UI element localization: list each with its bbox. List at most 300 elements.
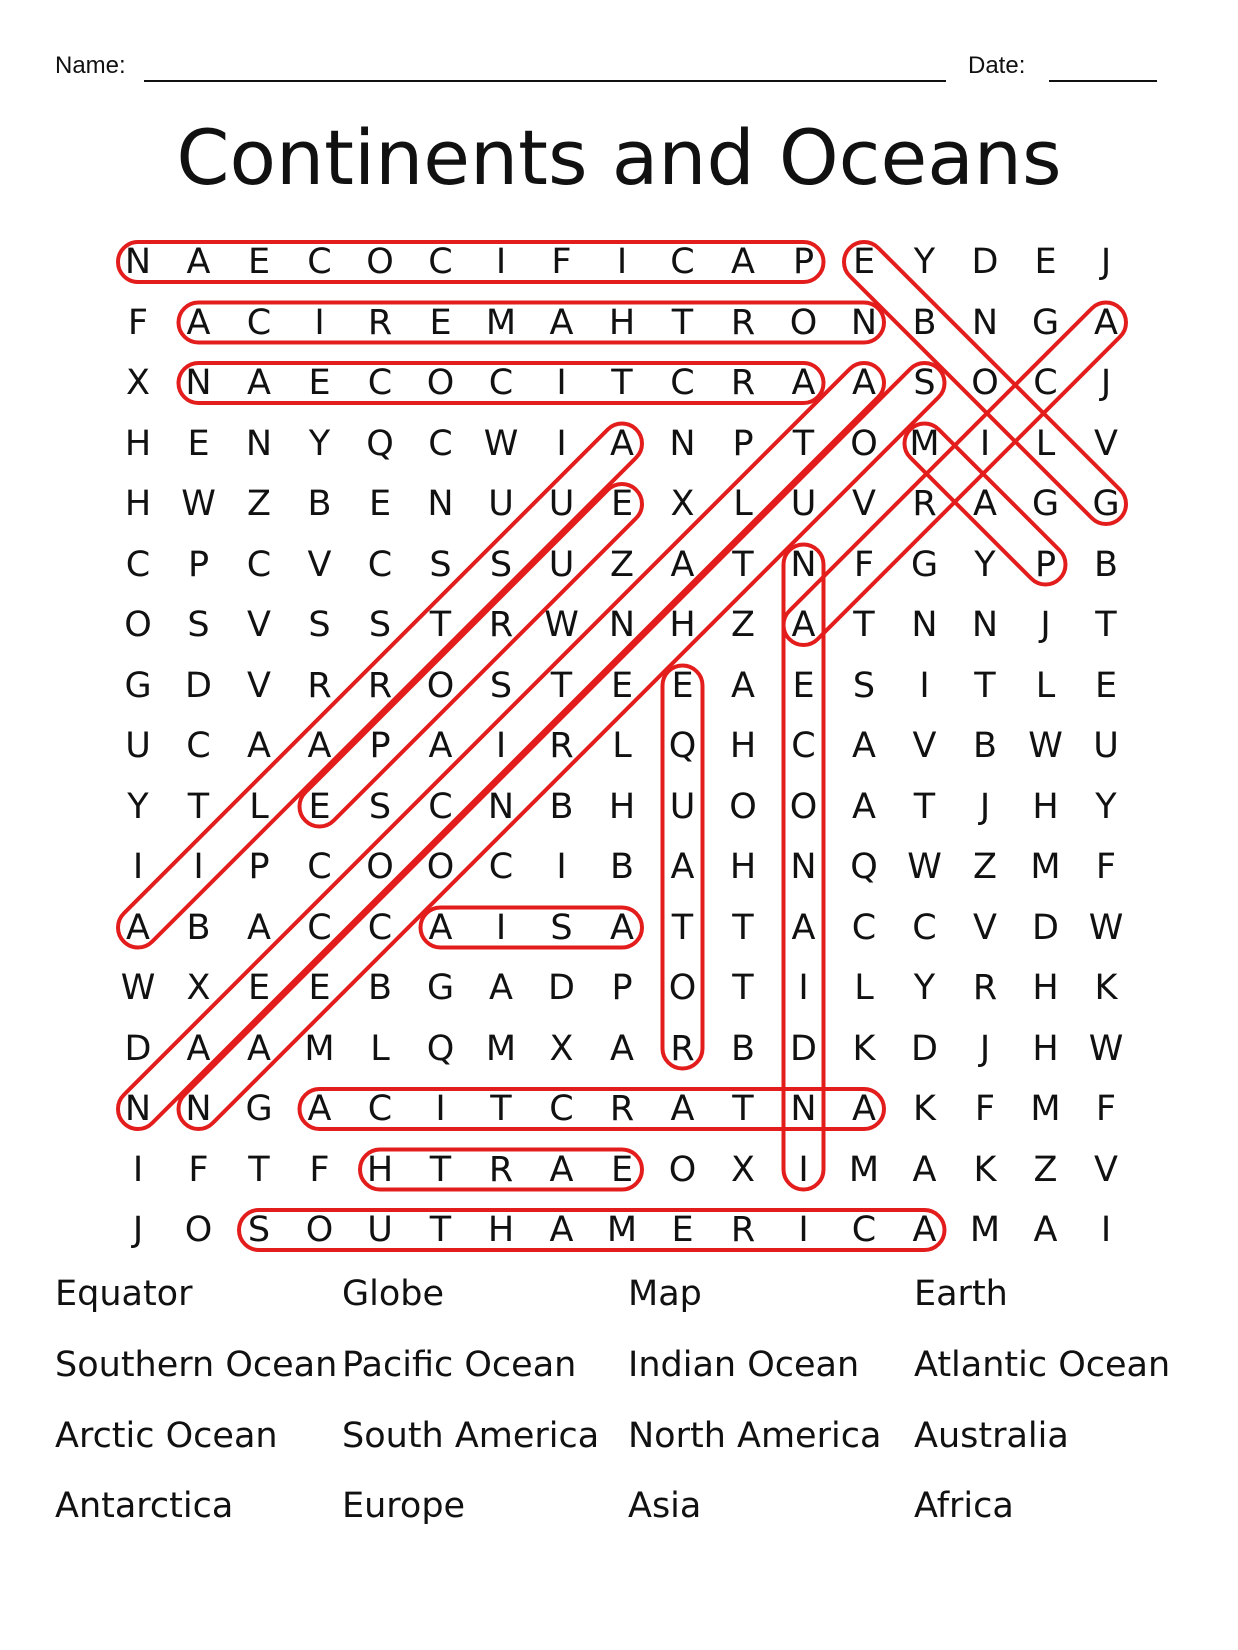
grid-cell[interactable]: T [732, 968, 754, 1008]
grid-cell[interactable]: A [670, 847, 695, 887]
grid-cell[interactable]: I [556, 423, 567, 464]
grid-cell[interactable]: X [186, 968, 211, 1008]
grid-cell[interactable]: C [367, 1089, 393, 1129]
grid-cell[interactable]: H [1032, 786, 1059, 827]
grid-cell[interactable]: S [489, 544, 513, 585]
grid-cell[interactable]: C [670, 242, 695, 282]
grid-cell[interactable]: R [488, 1149, 514, 1190]
grid-cell[interactable]: R [307, 665, 332, 706]
grid-cell[interactable]: M [909, 423, 940, 464]
grid-cell[interactable]: W [1028, 726, 1063, 766]
grid-cell[interactable]: W [544, 605, 579, 645]
grid-cell[interactable]: E [671, 1210, 694, 1250]
grid-cell[interactable]: A [186, 1028, 211, 1069]
grid-cell[interactable]: I [193, 847, 204, 887]
grid-cell[interactable]: E [610, 484, 634, 524]
word-list-item: Europe [342, 1486, 466, 1526]
grid-cell[interactable]: E [308, 786, 331, 827]
grid-cell[interactable]: R [972, 968, 998, 1008]
grid-cell[interactable]: V [1094, 423, 1118, 464]
grid-cell[interactable]: G [910, 544, 939, 585]
grid-cell[interactable]: I [798, 968, 809, 1008]
grid-cell[interactable]: E [187, 423, 210, 464]
grid-cell[interactable]: G [1031, 484, 1060, 524]
grid-cell[interactable]: N [971, 605, 999, 645]
grid-cell[interactable]: A [912, 1210, 937, 1250]
grid-cell[interactable]: P [732, 423, 754, 464]
grid-cell[interactable]: P [611, 968, 633, 1008]
grid-cell[interactable]: H [1032, 968, 1059, 1008]
grid-cell[interactable]: S [247, 1210, 271, 1250]
grid-cell[interactable]: R [670, 1028, 695, 1069]
grid-cell[interactable]: L [733, 484, 753, 524]
grid-cell[interactable]: J [979, 1028, 991, 1069]
grid-cell[interactable]: T [490, 1089, 512, 1129]
grid-cell[interactable]: T [671, 907, 694, 948]
grid-cell[interactable]: T [853, 605, 875, 645]
grid-cell[interactable]: Q [668, 726, 697, 766]
grid-cell[interactable]: B [912, 302, 937, 343]
grid-cell[interactable]: C [186, 726, 211, 766]
grid-cell[interactable]: N [124, 1089, 152, 1129]
grid-cell[interactable]: I [435, 1089, 446, 1129]
grid-cell[interactable]: C [1033, 363, 1058, 403]
grid-cell[interactable]: M [969, 1210, 1001, 1250]
grid-cell[interactable]: A [247, 363, 271, 403]
grid-cell[interactable]: I [314, 302, 325, 343]
grid-cell[interactable]: A [791, 907, 816, 948]
grid-cell[interactable]: A [610, 1028, 634, 1069]
grid-cell[interactable]: C [488, 363, 514, 403]
grid-cell[interactable]: K [852, 1028, 876, 1069]
grid-cell[interactable]: C [488, 847, 514, 887]
grid-cell[interactable]: E [610, 665, 634, 706]
grid-cell[interactable]: A [1033, 1210, 1058, 1250]
grid-cell[interactable]: O [124, 605, 152, 645]
grid-cell[interactable]: O [789, 302, 818, 343]
grid-cell[interactable]: J [132, 1210, 144, 1250]
grid-cell[interactable]: A [307, 1089, 332, 1129]
page-title: Continents and Oceans [176, 113, 1062, 202]
grid-cell[interactable]: A [247, 907, 271, 948]
grid-cell[interactable]: V [1094, 1149, 1118, 1190]
grid-cell[interactable]: I [919, 665, 930, 706]
grid-cell[interactable]: N [790, 544, 817, 585]
grid-cell[interactable]: M [304, 1028, 335, 1069]
grid-cell[interactable]: Q [366, 423, 394, 464]
grid-cell[interactable]: Q [850, 847, 878, 887]
grid-cell[interactable]: L [854, 968, 874, 1008]
grid-cell[interactable]: A [912, 1149, 937, 1190]
grid-cell[interactable]: A [791, 363, 816, 403]
grid-cell[interactable]: H [729, 847, 757, 887]
grid-cell[interactable]: N [185, 363, 212, 403]
grid-cell[interactable]: A [852, 1089, 876, 1129]
grid-cell[interactable]: M [485, 302, 517, 343]
grid-cell[interactable]: A [126, 907, 150, 948]
grid-cell[interactable]: N [790, 1089, 817, 1129]
grid-cell[interactable]: S [489, 665, 513, 706]
grid-cell[interactable]: B [186, 907, 211, 948]
grid-cell[interactable]: Y [974, 544, 996, 585]
grid-cell[interactable]: E [1094, 665, 1118, 706]
grid-cell[interactable]: R [488, 605, 514, 645]
grid-cell[interactable]: H [729, 726, 757, 766]
name-input-line[interactable] [144, 80, 946, 82]
grid-cell[interactable]: E [429, 302, 452, 343]
grid-cell[interactable]: D [971, 242, 999, 282]
grid-cell[interactable]: B [730, 1028, 755, 1069]
grid-cell[interactable]: C [851, 1210, 877, 1250]
grid-cell[interactable]: D [548, 968, 575, 1008]
grid-cell[interactable]: U [790, 484, 817, 524]
grid-cell[interactable]: A [186, 302, 211, 343]
grid-cell[interactable]: Z [731, 605, 755, 645]
grid-cell[interactable]: C [851, 907, 877, 948]
grid-cell[interactable]: I [132, 847, 144, 887]
grid-cell[interactable]: C [125, 544, 151, 585]
grid-cell[interactable]: U [548, 544, 575, 585]
grid-cell[interactable]: O [971, 363, 999, 403]
grid-cell[interactable]: J [979, 786, 991, 827]
word-list-item: Equator [55, 1274, 193, 1314]
grid-cell[interactable]: E [792, 665, 815, 706]
grid-cell[interactable]: H [669, 605, 696, 645]
grid-cell[interactable]: W [120, 968, 156, 1008]
grid-cell[interactable]: I [495, 726, 507, 766]
word-list-item: Arctic Ocean [55, 1416, 278, 1456]
grid-cell[interactable]: U [669, 786, 696, 827]
grid-cell[interactable]: D [185, 665, 212, 706]
grid-cell[interactable]: I [979, 423, 991, 464]
grid-cell[interactable]: T [974, 665, 996, 706]
grid-cell[interactable]: W [483, 423, 519, 464]
grid-cell[interactable]: R [367, 665, 393, 706]
grid-cell[interactable]: E [247, 968, 271, 1008]
grid-cell[interactable]: A [670, 544, 695, 585]
grid-cell[interactable]: O [668, 968, 697, 1008]
grid-cell[interactable]: C [246, 544, 272, 585]
grid-cell[interactable]: T [611, 363, 633, 403]
grid-cell[interactable]: A [428, 726, 453, 766]
grid-cell[interactable]: V [973, 907, 997, 948]
grid-cell[interactable]: S [368, 786, 392, 827]
grid-cell[interactable]: R [609, 1089, 635, 1129]
grid-cell[interactable]: B [1093, 544, 1118, 585]
grid-cell[interactable]: O [426, 847, 455, 887]
grid-cell[interactable]: I [1100, 1210, 1112, 1250]
grid-cell[interactable]: C [367, 363, 393, 403]
grid-cell[interactable]: W [907, 847, 942, 887]
grid-cell[interactable]: F [853, 544, 875, 585]
grid-cell[interactable]: Z [247, 484, 271, 524]
grid-cell[interactable]: A [489, 968, 513, 1008]
grid-cell[interactable]: T [248, 1149, 270, 1190]
grid-cell[interactable]: J [1100, 363, 1112, 403]
grid-cell[interactable]: I [495, 242, 507, 282]
grid-cell[interactable]: Z [1033, 1149, 1058, 1190]
grid-cell[interactable]: S [913, 363, 936, 403]
grid-cell[interactable]: A [852, 726, 876, 766]
grid-cell[interactable]: D [124, 1028, 152, 1069]
grid-cell[interactable]: C [246, 302, 272, 343]
grid-cell[interactable]: S [550, 907, 573, 948]
grid-cell[interactable]: T [429, 1210, 452, 1250]
grid-cell[interactable]: C [307, 242, 332, 282]
grid-cell[interactable]: Y [127, 786, 149, 827]
grid-cell[interactable]: W [181, 484, 216, 524]
grid-cell[interactable]: X [731, 1149, 755, 1190]
grid-cell[interactable]: C [367, 544, 393, 585]
grid-cell[interactable]: V [852, 484, 876, 524]
grid-cell[interactable]: V [247, 605, 271, 645]
grid-cell[interactable]: R [912, 484, 937, 524]
grid-cell[interactable]: C [367, 907, 393, 948]
grid-cell[interactable]: E [852, 242, 876, 282]
grid-cell[interactable]: N [669, 423, 696, 464]
grid-cell[interactable]: I [132, 1149, 144, 1190]
grid-cell[interactable]: G [124, 665, 152, 706]
grid-cell[interactable]: X [126, 363, 150, 403]
grid-cell[interactable]: T [429, 605, 452, 645]
grid-cell[interactable]: W [1088, 907, 1124, 948]
grid-cell[interactable]: Y [308, 423, 331, 464]
grid-cell[interactable]: P [248, 847, 270, 887]
grid-cell[interactable]: U [125, 726, 151, 766]
grid-cell[interactable]: A [247, 1028, 271, 1069]
grid-cell[interactable]: J [1100, 242, 1112, 282]
grid-cell[interactable]: X [549, 1028, 574, 1069]
grid-cell[interactable]: T [550, 665, 573, 706]
grid-cell[interactable]: I [798, 1210, 809, 1250]
grid-cell[interactable]: E [1034, 242, 1057, 282]
grid-cell[interactable]: C [428, 242, 453, 282]
grid-cell[interactable]: A [852, 363, 876, 403]
grid-cell[interactable]: M [485, 1028, 517, 1069]
grid-cell[interactable]: E [368, 484, 392, 524]
grid-cell[interactable]: W [1088, 1028, 1124, 1069]
grid-cell[interactable]: I [616, 242, 628, 282]
grid-cell[interactable]: K [1094, 968, 1118, 1008]
grid-cell[interactable]: V [912, 726, 937, 766]
grid-cell[interactable]: A [791, 605, 816, 645]
grid-cell[interactable]: A [731, 665, 755, 706]
grid-cell[interactable]: R [549, 726, 574, 766]
grid-cell[interactable]: F [127, 302, 149, 343]
grid-cell[interactable]: N [124, 242, 152, 282]
grid-cell[interactable]: S [187, 605, 210, 645]
word-list-item: Atlantic Ocean [914, 1345, 1171, 1385]
grid-cell[interactable]: A [247, 726, 271, 766]
grid-cell[interactable]: F [551, 242, 572, 282]
grid-cell[interactable]: T [429, 1149, 452, 1190]
grid-cell[interactable]: T [913, 786, 936, 827]
grid-cell[interactable]: O [426, 665, 455, 706]
grid-cell[interactable]: V [247, 665, 271, 706]
grid-cell[interactable]: R [367, 302, 393, 343]
grid-cell[interactable]: B [609, 847, 634, 887]
grid-cell[interactable]: O [366, 847, 394, 887]
grid-cell[interactable]: A [549, 1149, 574, 1190]
grid-cell[interactable]: T [792, 423, 815, 464]
grid-cell[interactable]: F [1095, 847, 1117, 887]
grid-cell[interactable]: T [732, 544, 754, 585]
grid-cell[interactable]: U [548, 484, 575, 524]
grid-cell[interactable]: O [305, 1210, 334, 1250]
grid-cell[interactable]: E [308, 363, 331, 403]
grid-cell[interactable]: A [307, 726, 332, 766]
grid-cell[interactable]: F [974, 1089, 996, 1129]
grid-cell[interactable]: M [848, 1149, 880, 1190]
grid-cell[interactable]: M [1030, 1089, 1061, 1129]
grid-cell[interactable]: D [790, 1028, 817, 1069]
grid-cell[interactable]: G [1092, 484, 1120, 524]
grid-cell[interactable]: O [366, 242, 394, 282]
grid-cell[interactable]: U [488, 484, 514, 524]
grid-cell[interactable]: R [730, 302, 756, 343]
grid-cell[interactable]: T [671, 302, 694, 343]
grid-cell[interactable]: T [1095, 605, 1117, 645]
grid-cell[interactable]: L [612, 726, 632, 766]
grid-cell[interactable]: Y [913, 242, 936, 282]
grid-cell[interactable]: N [245, 423, 273, 464]
grid-cell[interactable]: T [732, 907, 754, 948]
grid-cell[interactable]: H [608, 786, 636, 827]
grid-cell[interactable]: H [487, 1210, 515, 1250]
grid-cell[interactable]: A [549, 302, 574, 343]
grid-cell[interactable]: G [426, 968, 455, 1008]
grid-cell[interactable]: A [670, 1089, 695, 1129]
grid-cell[interactable]: Z [973, 847, 997, 887]
grid-cell[interactable]: L [249, 786, 269, 827]
grid-cell[interactable]: K [973, 1149, 997, 1190]
grid-cell[interactable]: U [367, 1210, 393, 1250]
grid-cell[interactable]: Y [1095, 786, 1117, 827]
grid-cell[interactable]: N [971, 302, 999, 343]
grid-cell[interactable]: E [308, 968, 331, 1008]
grid-cell[interactable]: A [186, 242, 211, 282]
grid-cell[interactable]: N [487, 786, 515, 827]
grid-cell[interactable]: I [556, 363, 567, 403]
grid-cell[interactable]: P [1034, 544, 1057, 585]
grid-cell[interactable]: V [307, 544, 332, 585]
word-list-item: South America [342, 1416, 600, 1456]
grid-cell[interactable]: F [1095, 1089, 1117, 1129]
grid-cell[interactable]: A [428, 907, 453, 948]
grid-cell[interactable]: H [1032, 1028, 1059, 1069]
grid-cell[interactable]: Z [610, 544, 634, 585]
grid-cell[interactable]: I [556, 847, 567, 887]
grid-cell[interactable]: T [187, 786, 210, 827]
grid-cell[interactable]: M [1030, 847, 1061, 887]
grid-cell[interactable]: M [606, 1210, 638, 1250]
grid-cell[interactable]: P [792, 242, 815, 282]
grid-cell[interactable]: F [309, 1149, 330, 1190]
grid-cell[interactable]: T [732, 1089, 754, 1129]
grid-cell[interactable]: R [730, 1210, 756, 1250]
grid-cell[interactable]: J [1040, 605, 1051, 645]
grid-cell[interactable]: O [668, 1149, 697, 1190]
grid-cell[interactable]: P [187, 544, 210, 585]
grid-cell[interactable]: N [185, 1089, 212, 1129]
grid-cell[interactable]: C [670, 363, 695, 403]
grid-cell[interactable]: N [427, 484, 454, 524]
grid-cell[interactable]: D [911, 1028, 938, 1069]
grid-cell[interactable]: C [307, 847, 332, 887]
grid-cell[interactable]: N [608, 605, 636, 645]
grid-cell[interactable]: G [245, 1089, 273, 1129]
grid-cell[interactable]: U [1093, 726, 1119, 766]
grid-cell[interactable]: Q [426, 1028, 455, 1069]
grid-cell[interactable]: A [610, 907, 634, 948]
grid-cell[interactable]: D [1032, 907, 1059, 948]
grid-cell[interactable]: O [789, 786, 818, 827]
grid-cell[interactable]: L [1035, 665, 1056, 706]
grid-cell[interactable]: I [798, 1149, 809, 1190]
grid-cell[interactable]: A [852, 786, 876, 827]
grid-cell[interactable]: O [729, 786, 757, 827]
grid-cell[interactable]: A [973, 484, 997, 524]
grid-cell[interactable]: N [911, 605, 938, 645]
grid-cell[interactable]: C [791, 726, 816, 766]
grid-cell[interactable]: B [307, 484, 332, 524]
grid-cell[interactable]: Y [913, 968, 936, 1008]
grid-cell[interactable]: H [366, 1149, 394, 1190]
date-input-line[interactable] [1049, 80, 1157, 82]
grid-cell[interactable]: K [913, 1089, 936, 1129]
grid-cell[interactable]: F [188, 1149, 209, 1190]
grid-cell[interactable]: S [852, 665, 876, 706]
grid-cell[interactable]: L [370, 1028, 390, 1069]
grid-cell[interactable]: B [549, 786, 574, 827]
word-list-item: Antarctica [55, 1486, 234, 1526]
grid-cell[interactable]: H [124, 423, 152, 464]
grid-cell[interactable]: L [1035, 423, 1056, 464]
grid-cell[interactable]: I [495, 907, 507, 948]
grid-cell[interactable]: C [307, 907, 332, 948]
grid-cell[interactable]: S [368, 605, 392, 645]
grid-cell[interactable]: S [429, 544, 452, 585]
grid-cell[interactable]: C [428, 423, 453, 464]
grid-cell[interactable]: B [367, 968, 392, 1008]
grid-cell[interactable]: E [247, 242, 271, 282]
grid-cell[interactable]: O [850, 423, 878, 464]
grid-cell[interactable]: H [608, 302, 636, 343]
grid-cell[interactable]: A [1094, 302, 1118, 343]
grid-cell[interactable]: A [610, 423, 634, 464]
grid-cell[interactable]: N [850, 302, 878, 343]
grid-cell[interactable]: O [426, 363, 455, 403]
grid-cell[interactable]: P [369, 726, 391, 766]
grid-cell[interactable]: S [308, 605, 331, 645]
grid-cell[interactable]: H [124, 484, 152, 524]
grid-cell[interactable]: E [671, 665, 694, 706]
grid-cell[interactable]: G [1031, 302, 1060, 343]
grid-cell[interactable]: C [549, 1089, 574, 1129]
grid-cell[interactable]: A [549, 1210, 574, 1250]
grid-cell[interactable]: C [912, 907, 937, 948]
word-list-item: Southern Ocean [55, 1345, 338, 1385]
grid-cell[interactable]: E [610, 1149, 634, 1190]
grid-cell[interactable]: X [670, 484, 695, 524]
grid-cell[interactable]: R [730, 363, 756, 403]
grid-cell[interactable]: O [184, 1210, 213, 1250]
grid-cell[interactable]: A [731, 242, 755, 282]
grid-cell[interactable]: B [972, 726, 997, 766]
grid-cell[interactable]: C [428, 786, 453, 827]
grid-cell[interactable]: N [790, 847, 817, 887]
name-label: Name: [55, 52, 126, 79]
